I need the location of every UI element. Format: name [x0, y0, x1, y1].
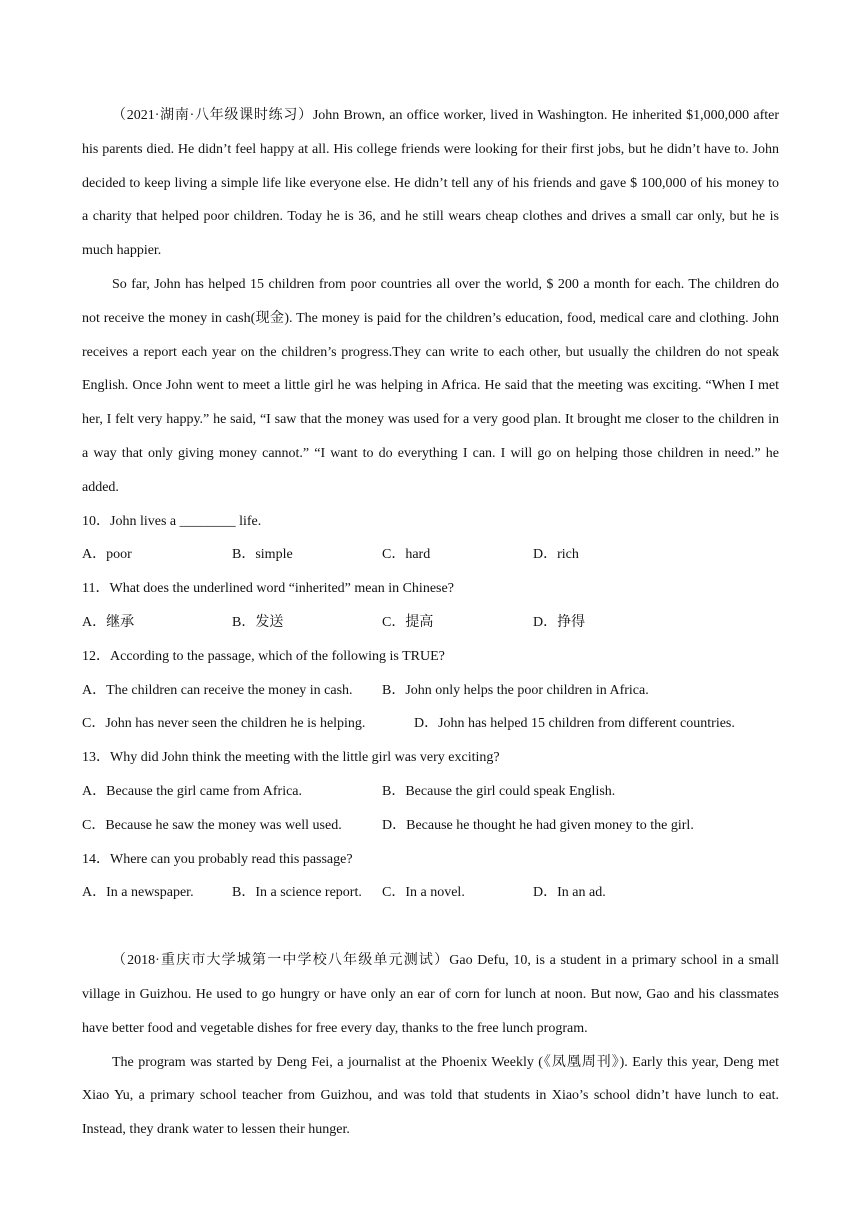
option-c[interactable]: C．In a novel.	[382, 885, 465, 901]
question-13-options-cd	[82, 809, 779, 843]
option-b[interactable]: B．发送	[232, 614, 284, 630]
question-12-options-ab	[82, 674, 779, 708]
question-13-options-ab	[82, 775, 779, 809]
option-d[interactable]: D．In an ad.	[533, 885, 606, 901]
option-b[interactable]: B．John only helps the poor children in Africa.	[382, 682, 649, 698]
option-d[interactable]: D．rich	[533, 547, 579, 563]
passage1-paragraph1: （2021·湖南·八年级课时练习）John Brown, an office worker, lived in Washington. He inherited $1,000,000 after his parents died. He didn’t feel happy at all. His college friends were looking for their first jobs, but he didn’t have to. John decided to keep living a simple life like everyone else. He didn’t tell any of his friends and gave $ 100,000 of his money to a charity that helped poor children. Today he is 36, and he still wears cheap clothes and drives a small car only, but he is much happier.	[82, 108, 779, 259]
passage1-paragraph2: So far, John has helped 15 children from poor countries all over the world, $ 200 a month for each. The children do not receive the money in cash(现金). The money is paid for the children’s education, food, medical care and clothing. John receives a report each year on the children’s progress.They can write to each other, but usually the children do not speak English. Once John went to meet a little girl he was helping in Africa. He said that the meeting was exciting. “When I met her, I felt very happy.” he said, “I saw that the money was used for a very good plan. It brought me closer to the children in a way that only giving money cannot.” “I want to do everything I can. I will go on helping those children in need.” he added.	[82, 276, 779, 495]
question-14-stem: 14．Where can you probably read this passage?	[82, 851, 353, 867]
option-b[interactable]: B．Because the girl could speak English.	[382, 783, 616, 799]
option-b[interactable]: B．simple	[232, 547, 293, 563]
question-11-stem: 11．What does the underlined word “inherited” mean in Chinese?	[82, 581, 454, 597]
question-10-stem: 10．John lives a ________ life.	[82, 513, 262, 529]
document-page	[82, 99, 779, 1147]
option-c[interactable]: C．hard	[382, 547, 431, 563]
question-10-options	[82, 538, 779, 572]
question-13-stem: 13．Why did John think the meeting with the little girl was very exciting?	[82, 750, 500, 766]
question-12-stem: 12．According to the passage, which of the following is TRUE?	[82, 648, 445, 664]
passage2-paragraph1: （2018·重庆市大学城第一中学校八年级单元测试）Gao Defu, 10, is a student in a primary school in a small village in Guizhou. He used to go hungry or have only an ear of corn for lunch at noon. But now, Gao and his classmates have better food and vegetable dishes for free every day, thanks to the free lunch program.	[82, 953, 779, 1036]
option-a[interactable]: A．In a newspaper.	[82, 885, 194, 901]
option-a[interactable]: A．Because the girl came from Africa.	[82, 783, 303, 799]
passage2-paragraph2: The program was started by Deng Fei, a journalist at the Phoenix Weekly (《凤凰周刊》). Early this year, Deng met Xiao Yu, a primary school teacher from Guizhou, and was told that students in Xiao’s school didn’t have lunch to eat. Instead, they drank water to lessen their hunger.	[82, 1054, 779, 1138]
option-d[interactable]: D．John has helped 15 children from different countries.	[414, 716, 735, 732]
section-spacer	[82, 910, 779, 944]
option-a[interactable]: A．继承	[82, 614, 135, 630]
option-a[interactable]: A．poor	[82, 547, 132, 563]
option-c[interactable]: C．提高	[382, 614, 434, 630]
question-14-options	[82, 876, 779, 910]
option-b[interactable]: B．In a science report.	[232, 885, 362, 901]
option-d[interactable]: D．挣得	[533, 614, 586, 630]
option-a[interactable]: A．The children can receive the money in cash.	[82, 682, 353, 698]
question-11-options	[82, 606, 779, 640]
question-12-options-cd	[82, 707, 779, 741]
option-c[interactable]: C．John has never seen the children he is helping.	[82, 716, 366, 732]
option-d[interactable]: D．Because he thought he had given money to the girl.	[382, 817, 694, 833]
option-c[interactable]: C．Because he saw the money was well used.	[82, 817, 342, 833]
